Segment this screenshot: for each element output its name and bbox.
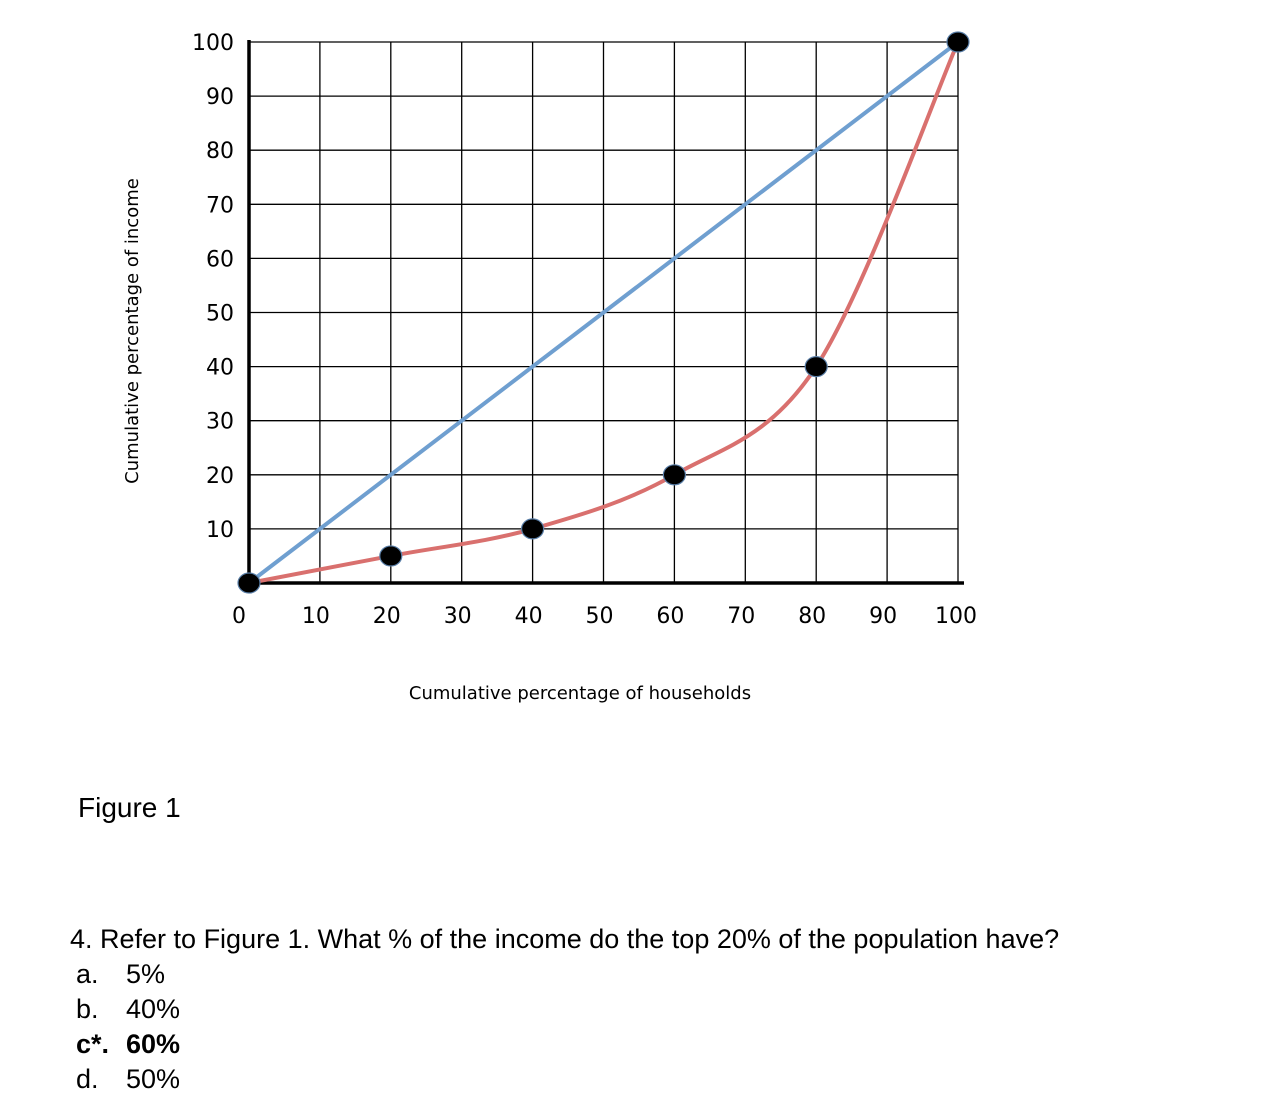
x-tick-label: 40 [514, 604, 543, 629]
y-tick-label: 90 [206, 85, 234, 111]
x-tick-label: 10 [301, 604, 330, 629]
y-tick-label: 20 [206, 463, 234, 489]
y-tick-label: 10 [206, 517, 234, 543]
x-tick-label: 60 [656, 604, 685, 629]
x-tick-label: 90 [869, 604, 898, 629]
x-tick-label: 100 [935, 604, 977, 629]
y-tick-label: 60 [206, 247, 234, 273]
y-axis-title: Cumulative percentage of income [122, 178, 143, 484]
answer-option-d[interactable]: d. 50% [76, 1064, 181, 1094]
x-tick-label: 50 [585, 604, 614, 629]
answer-option-a[interactable]: a. 5% [76, 959, 166, 989]
y-tick-label: 40 [206, 355, 234, 381]
x-tick-label: 20 [372, 604, 401, 629]
y-tick-label: 70 [206, 193, 234, 219]
x-tick-label: 0 [232, 604, 246, 629]
y-tick-label: 80 [206, 139, 234, 165]
data-point [805, 357, 827, 377]
x-tick-label: 70 [727, 604, 756, 629]
data-point [238, 573, 260, 593]
data-point [522, 519, 544, 539]
y-tick-label: 100 [192, 31, 234, 56]
figure-caption: Figure 1 [78, 792, 181, 823]
data-point [380, 546, 402, 566]
x-tick-label: 80 [798, 604, 827, 629]
answer-options [76, 957, 180, 1097]
data-point [947, 32, 969, 52]
y-tick-label: 50 [206, 301, 234, 327]
x-axis-title: Cumulative percentage of households [408, 683, 752, 704]
answer-option-b[interactable]: b. 40% [76, 994, 181, 1024]
data-point [663, 465, 685, 485]
answer-option-c-correct[interactable]: c*. 60% [76, 1029, 181, 1059]
question-text: 4. Refer to Figure 1. What % of the income do the top 20% of the population have? [70, 924, 1060, 954]
y-tick-label: 30 [206, 409, 234, 435]
x-tick-label: 30 [443, 604, 472, 629]
